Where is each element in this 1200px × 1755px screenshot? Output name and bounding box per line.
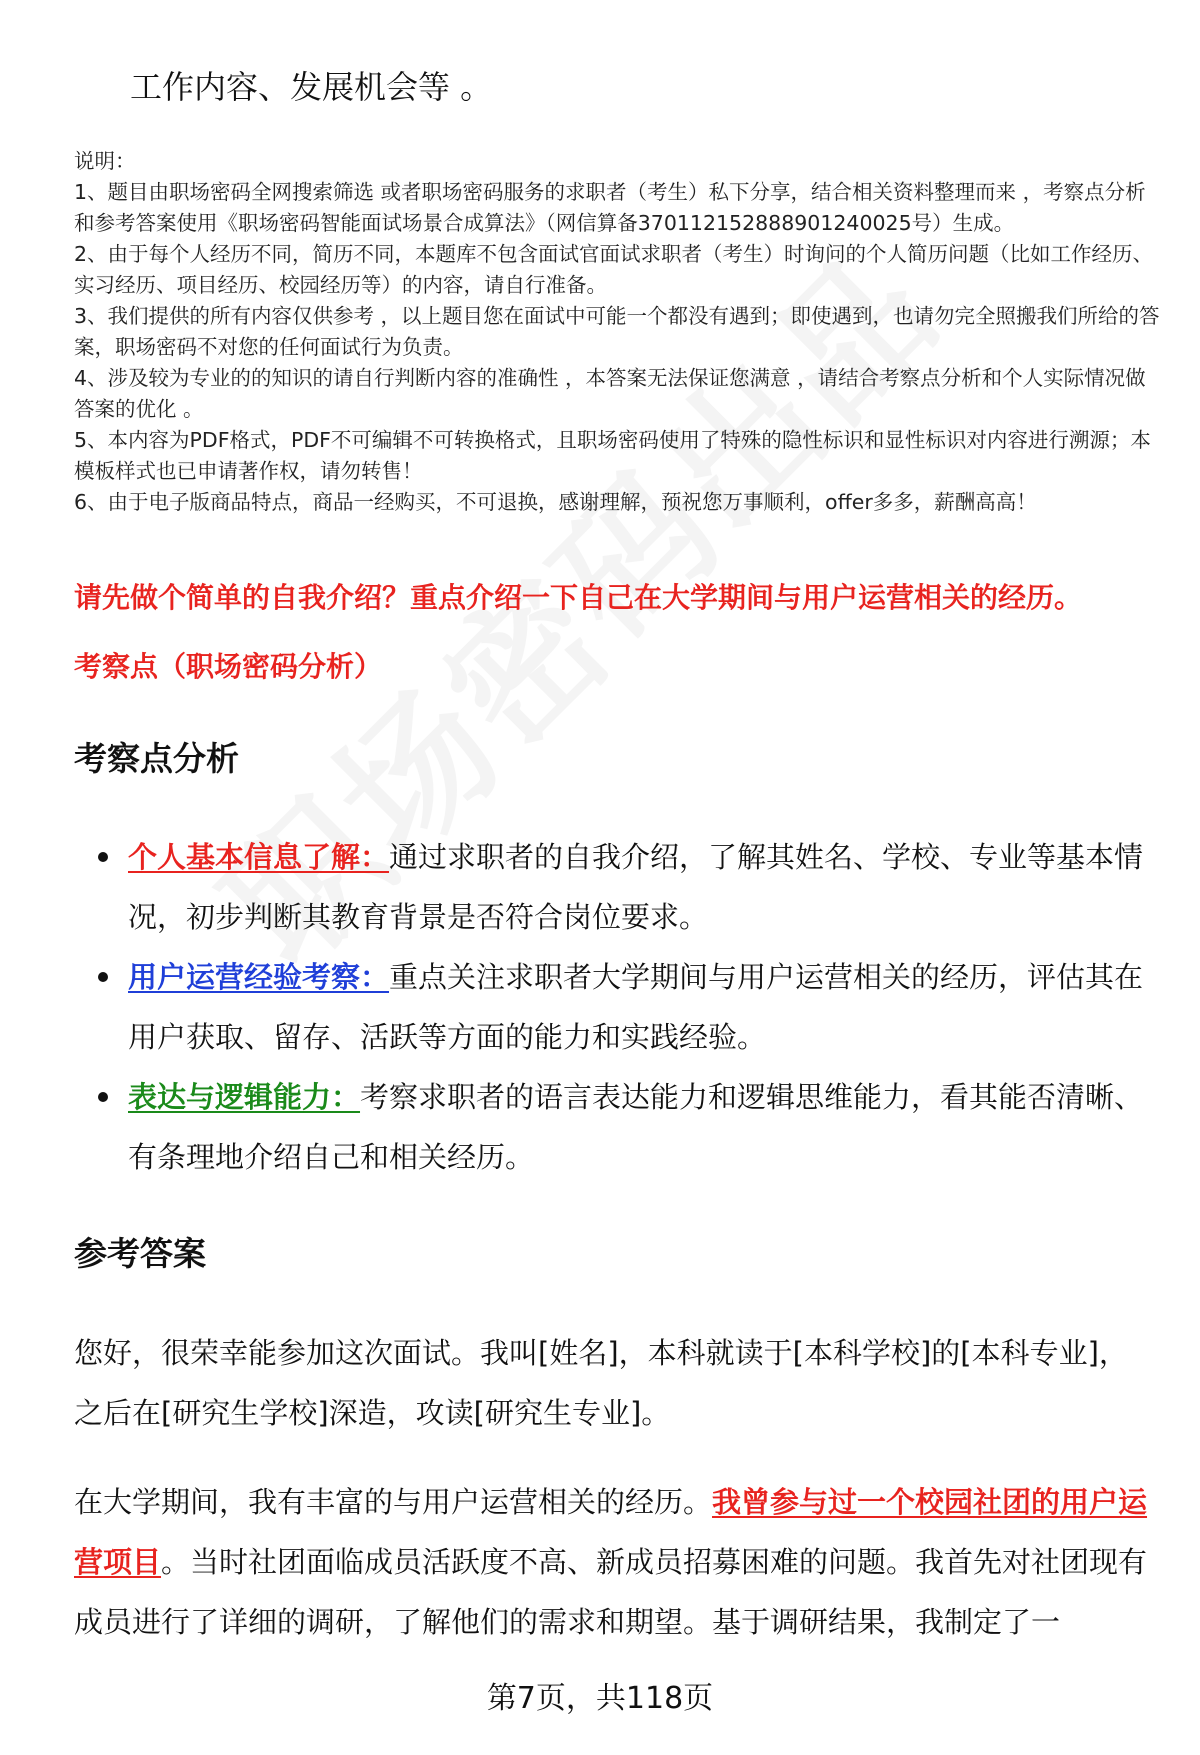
interview-question: 请先做个简单的自我介绍？重点介绍一下自己在大学期间与用户运营相关的经历。 (74, 581, 1083, 614)
answer-text: 。当时社团面临成员活跃度不高、新成员招募困难的问题。我首先对社团现有成员进行了详细的调研，了解他们的需求和期望。基于调研结果，我制定了一 (74, 1545, 1148, 1639)
analysis-list (74, 827, 1154, 1187)
analysis-item-text: 通过求职者的自我介绍，了解其姓名、学校、专业等基本情况，初步判断其教育背景是否符合岗位要求。 (128, 840, 1144, 934)
analysis-item-text: 考察求职者的语言表达能力和逻辑思维能力，看其能否清晰、有条理地介绍自己和相关经历。 (128, 1080, 1144, 1174)
intro-line: 工作内容、发展机会等 。 (130, 68, 493, 106)
note-item: 2、由于每个人经历不同，简历不同，本题库不包含面试官面试求职者（考生）时询问的个人简历问题（比如工作经历、实习经历、项目经历、校园经历等）的内容，请自行准备。 (74, 242, 1154, 297)
exam-point-label: 考察点（职场密码分析） (74, 650, 383, 683)
bullet-icon (98, 852, 108, 862)
analysis-item (74, 827, 1154, 947)
bullet-icon (98, 1092, 108, 1102)
notes-title: 说明： (74, 149, 136, 173)
note-item: 3、我们提供的所有内容仅供参考 ，以上题目您在面试中可能一个都没有遇到；即使遇到，也请勿完全照搬我们所给的答案，职场密码不对您的任何面试行为负责。 (74, 304, 1160, 359)
notes-block (74, 146, 1160, 518)
analysis-item (74, 1067, 1154, 1187)
note-item: 5、本内容为PDF格式，PDF不可编辑不可转换格式，且职场密码使用了特殊的隐性标识和显性标识对内容进行溯源；本模板样式也已申请著作权，请勿转售！ (74, 428, 1151, 483)
page-footer: 第7页，共118页 (486, 1681, 714, 1716)
answer-paragraph: 您好，很荣幸能参加这次面试。我叫[姓名]，本科就读于[本科学校]的[本科专业]，之后在[研究生学校]深造，攻读[研究生专业]。 (74, 1336, 1128, 1430)
note-item: 6、由于电子版商品特点，商品一经购买，不可退换，感谢理解，预祝您万事顺利，offer多多，薪酬高高！ (74, 490, 1037, 514)
analysis-item-text: 重点关注求职者大学期间与用户运营相关的经历，评估其在用户获取、留存、活跃等方面的能力和实践经验。 (128, 960, 1144, 1054)
analysis-item (74, 947, 1154, 1067)
analysis-item-label: 个人基本信息了解： (128, 840, 390, 874)
analysis-heading: 考察点分析 (74, 739, 239, 778)
answer-text: 在大学期间，我有丰富的与用户运营相关的经历。 (74, 1485, 713, 1519)
answer-highlight: 我曾参与过一个校园社团的用户运营项目 (74, 1485, 1148, 1579)
bullet-icon (98, 972, 108, 982)
analysis-item-label: 用户运营经验考察： (128, 960, 390, 994)
answer-heading: 参考答案 (74, 1234, 206, 1273)
note-item: 1、题目由职场密码全网搜索筛选 或者职场密码服务的求职者（考生）私下分享，结合相关资料整理而来 ，考察点分析和参考答案使用《职场密码智能面试场景合成算法》（网信算备370112152888901240025号）生成。 (74, 180, 1146, 235)
note-item: 4、涉及较为专业的的知识的请自行判断内容的准确性 ，本答案无法保证您满意 ，请结合考察点分析和个人实际情况做答案的优化 。 (74, 366, 1146, 421)
analysis-item-label: 表达与逻辑能力： (128, 1080, 361, 1114)
answer-paragraph (74, 1472, 1154, 1652)
